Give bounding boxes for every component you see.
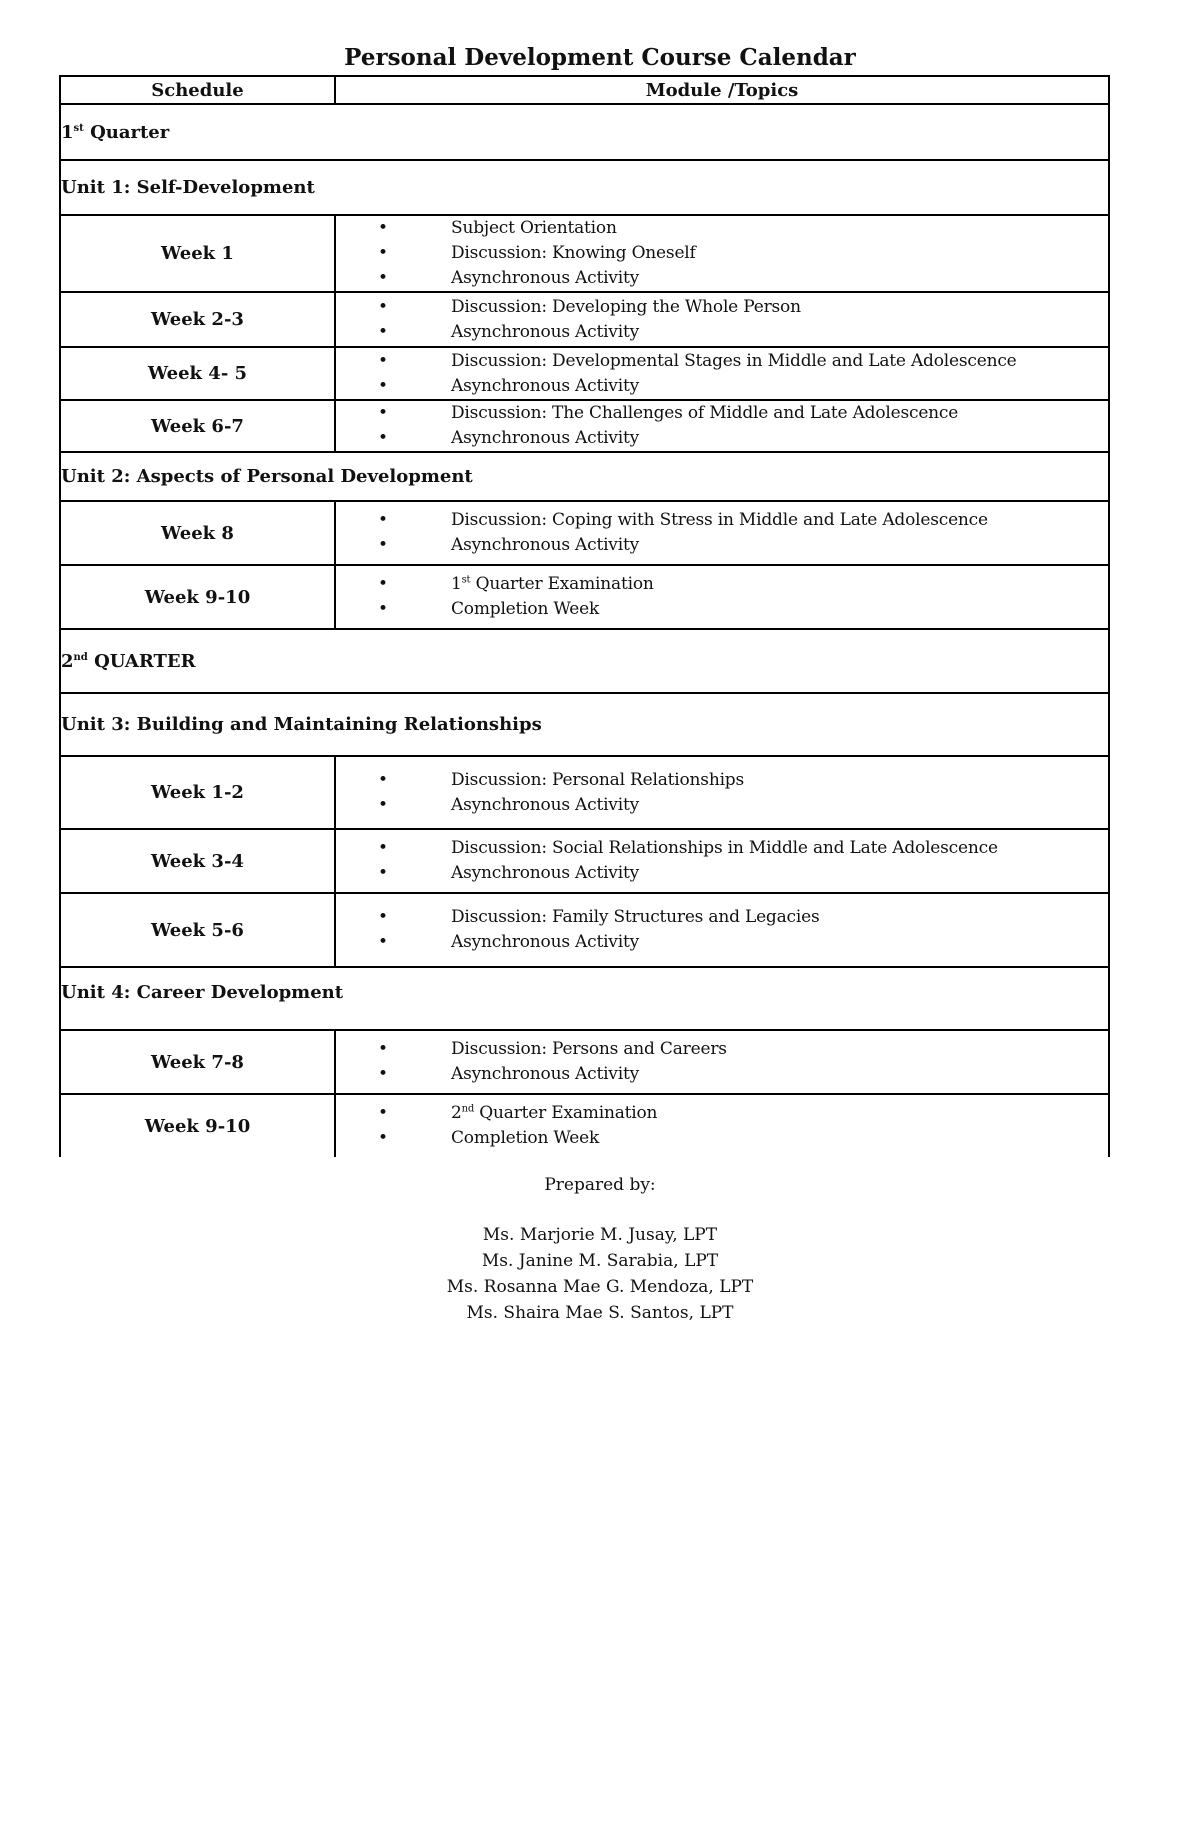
unit-1-label: Unit 1: Self-Development: [60, 160, 1109, 215]
quarter-1-label: 1st Quarter: [60, 104, 1109, 160]
preparer-name: Ms. Rosanna Mae G. Mendoza, LPT: [446, 1277, 754, 1297]
topic-list-cell: [335, 400, 1109, 452]
week-label: Week 2-3: [60, 292, 335, 347]
table-row: [60, 893, 1109, 967]
list-item: • Subject Orientation: [336, 216, 1108, 241]
week-label: Week 4- 5: [60, 347, 335, 400]
week-label: Week 7-8: [60, 1030, 335, 1094]
table-row: [60, 215, 1109, 292]
quarter-row: [60, 104, 1109, 160]
course-calendar-table: [59, 75, 1110, 1157]
list-item: • Discussion: Family Structures and Legacies: [336, 905, 1108, 930]
list-item: • Asynchronous Activity: [336, 861, 1108, 886]
topic-list-cell: [335, 829, 1109, 893]
schedule-header: Schedule: [60, 76, 335, 104]
list-item: • Asynchronous Activity: [336, 426, 1108, 451]
topic-list-cell: [335, 1030, 1109, 1094]
list-item: • Completion Week: [336, 597, 1108, 622]
quarter-2-label: 2nd QUARTER: [60, 629, 1109, 693]
list-item: • Completion Week: [336, 1126, 1108, 1151]
unit-row: [60, 967, 1109, 1030]
topic-list-cell: [335, 893, 1109, 967]
topic-list-cell: [335, 1094, 1109, 1157]
table-row: [60, 1094, 1109, 1157]
week-label: Week 6-7: [60, 400, 335, 452]
unit-row: [60, 693, 1109, 756]
topics-header: Module /Topics: [335, 76, 1109, 104]
list-item: • Asynchronous Activity: [336, 266, 1108, 291]
quarter-row: [60, 629, 1109, 693]
unit-2-label: Unit 2: Aspects of Personal Development: [60, 452, 1109, 501]
list-item: • Discussion: Coping with Stress in Middle and Late Adolescence: [336, 508, 1108, 533]
week-label: Week 1: [60, 215, 335, 292]
list-item: • Asynchronous Activity: [336, 320, 1108, 345]
table-row: [60, 347, 1109, 400]
unit-4-label: Unit 4: Career Development: [60, 967, 1109, 1030]
preparer-names: [0, 1222, 1200, 1326]
preparer-name: Ms. Janine M. Sarabia, LPT: [481, 1251, 719, 1271]
list-item: • Discussion: Developmental Stages in Middle and Late Adolescence: [336, 349, 1108, 374]
list-item: • Discussion: Social Relationships in Middle and Late Adolescence: [336, 836, 1108, 861]
week-label: Week 3-4: [60, 829, 335, 893]
table-row: [60, 829, 1109, 893]
table-row: [60, 756, 1109, 829]
list-item: • Discussion: Persons and Careers: [336, 1037, 1108, 1062]
preparer-name: Ms. Shaira Mae S. Santos, LPT: [466, 1303, 734, 1323]
week-label: Week 1-2: [60, 756, 335, 829]
prepared-by-label: Prepared by:: [544, 1175, 656, 1195]
unit-3-label: Unit 3: Building and Maintaining Relationships: [60, 693, 1109, 756]
table-row: [60, 501, 1109, 565]
table-row: [60, 400, 1109, 452]
list-item: • Asynchronous Activity: [336, 374, 1108, 399]
week-label: Week 9-10: [60, 565, 335, 629]
list-item: • Discussion: Personal Relationships: [336, 768, 1108, 793]
table-row: [60, 1030, 1109, 1094]
table-row: [60, 292, 1109, 347]
topic-list-cell: [335, 756, 1109, 829]
week-label: Week 9-10: [60, 1094, 335, 1157]
list-item: • Asynchronous Activity: [336, 930, 1108, 955]
week-label: Week 5-6: [60, 893, 335, 967]
list-item: • Discussion: The Challenges of Middle and Late Adolescence: [336, 401, 1108, 426]
preparer-name: Ms. Marjorie M. Jusay, LPT: [482, 1225, 718, 1245]
list-item: • Asynchronous Activity: [336, 533, 1108, 558]
list-item: • 1st Quarter Examination: [336, 572, 1108, 597]
topic-list-cell: [335, 347, 1109, 400]
list-item: • 2nd Quarter Examination: [336, 1101, 1108, 1126]
unit-row: [60, 452, 1109, 501]
topic-list-cell: [335, 215, 1109, 292]
document-title: Personal Development Course Calendar: [344, 44, 856, 71]
topic-list-cell: [335, 565, 1109, 629]
list-item: • Discussion: Knowing Oneself: [336, 241, 1108, 266]
topic-list-cell: [335, 501, 1109, 565]
table-row: [60, 565, 1109, 629]
topic-list-cell: [335, 292, 1109, 347]
table-header-row: [60, 76, 1109, 104]
list-item: • Asynchronous Activity: [336, 1062, 1108, 1087]
prepared-by-block: [0, 1172, 1200, 1326]
list-item: • Discussion: Developing the Whole Person: [336, 295, 1108, 320]
list-item: • Asynchronous Activity: [336, 793, 1108, 818]
unit-row: [60, 160, 1109, 215]
week-label: Week 8: [60, 501, 335, 565]
